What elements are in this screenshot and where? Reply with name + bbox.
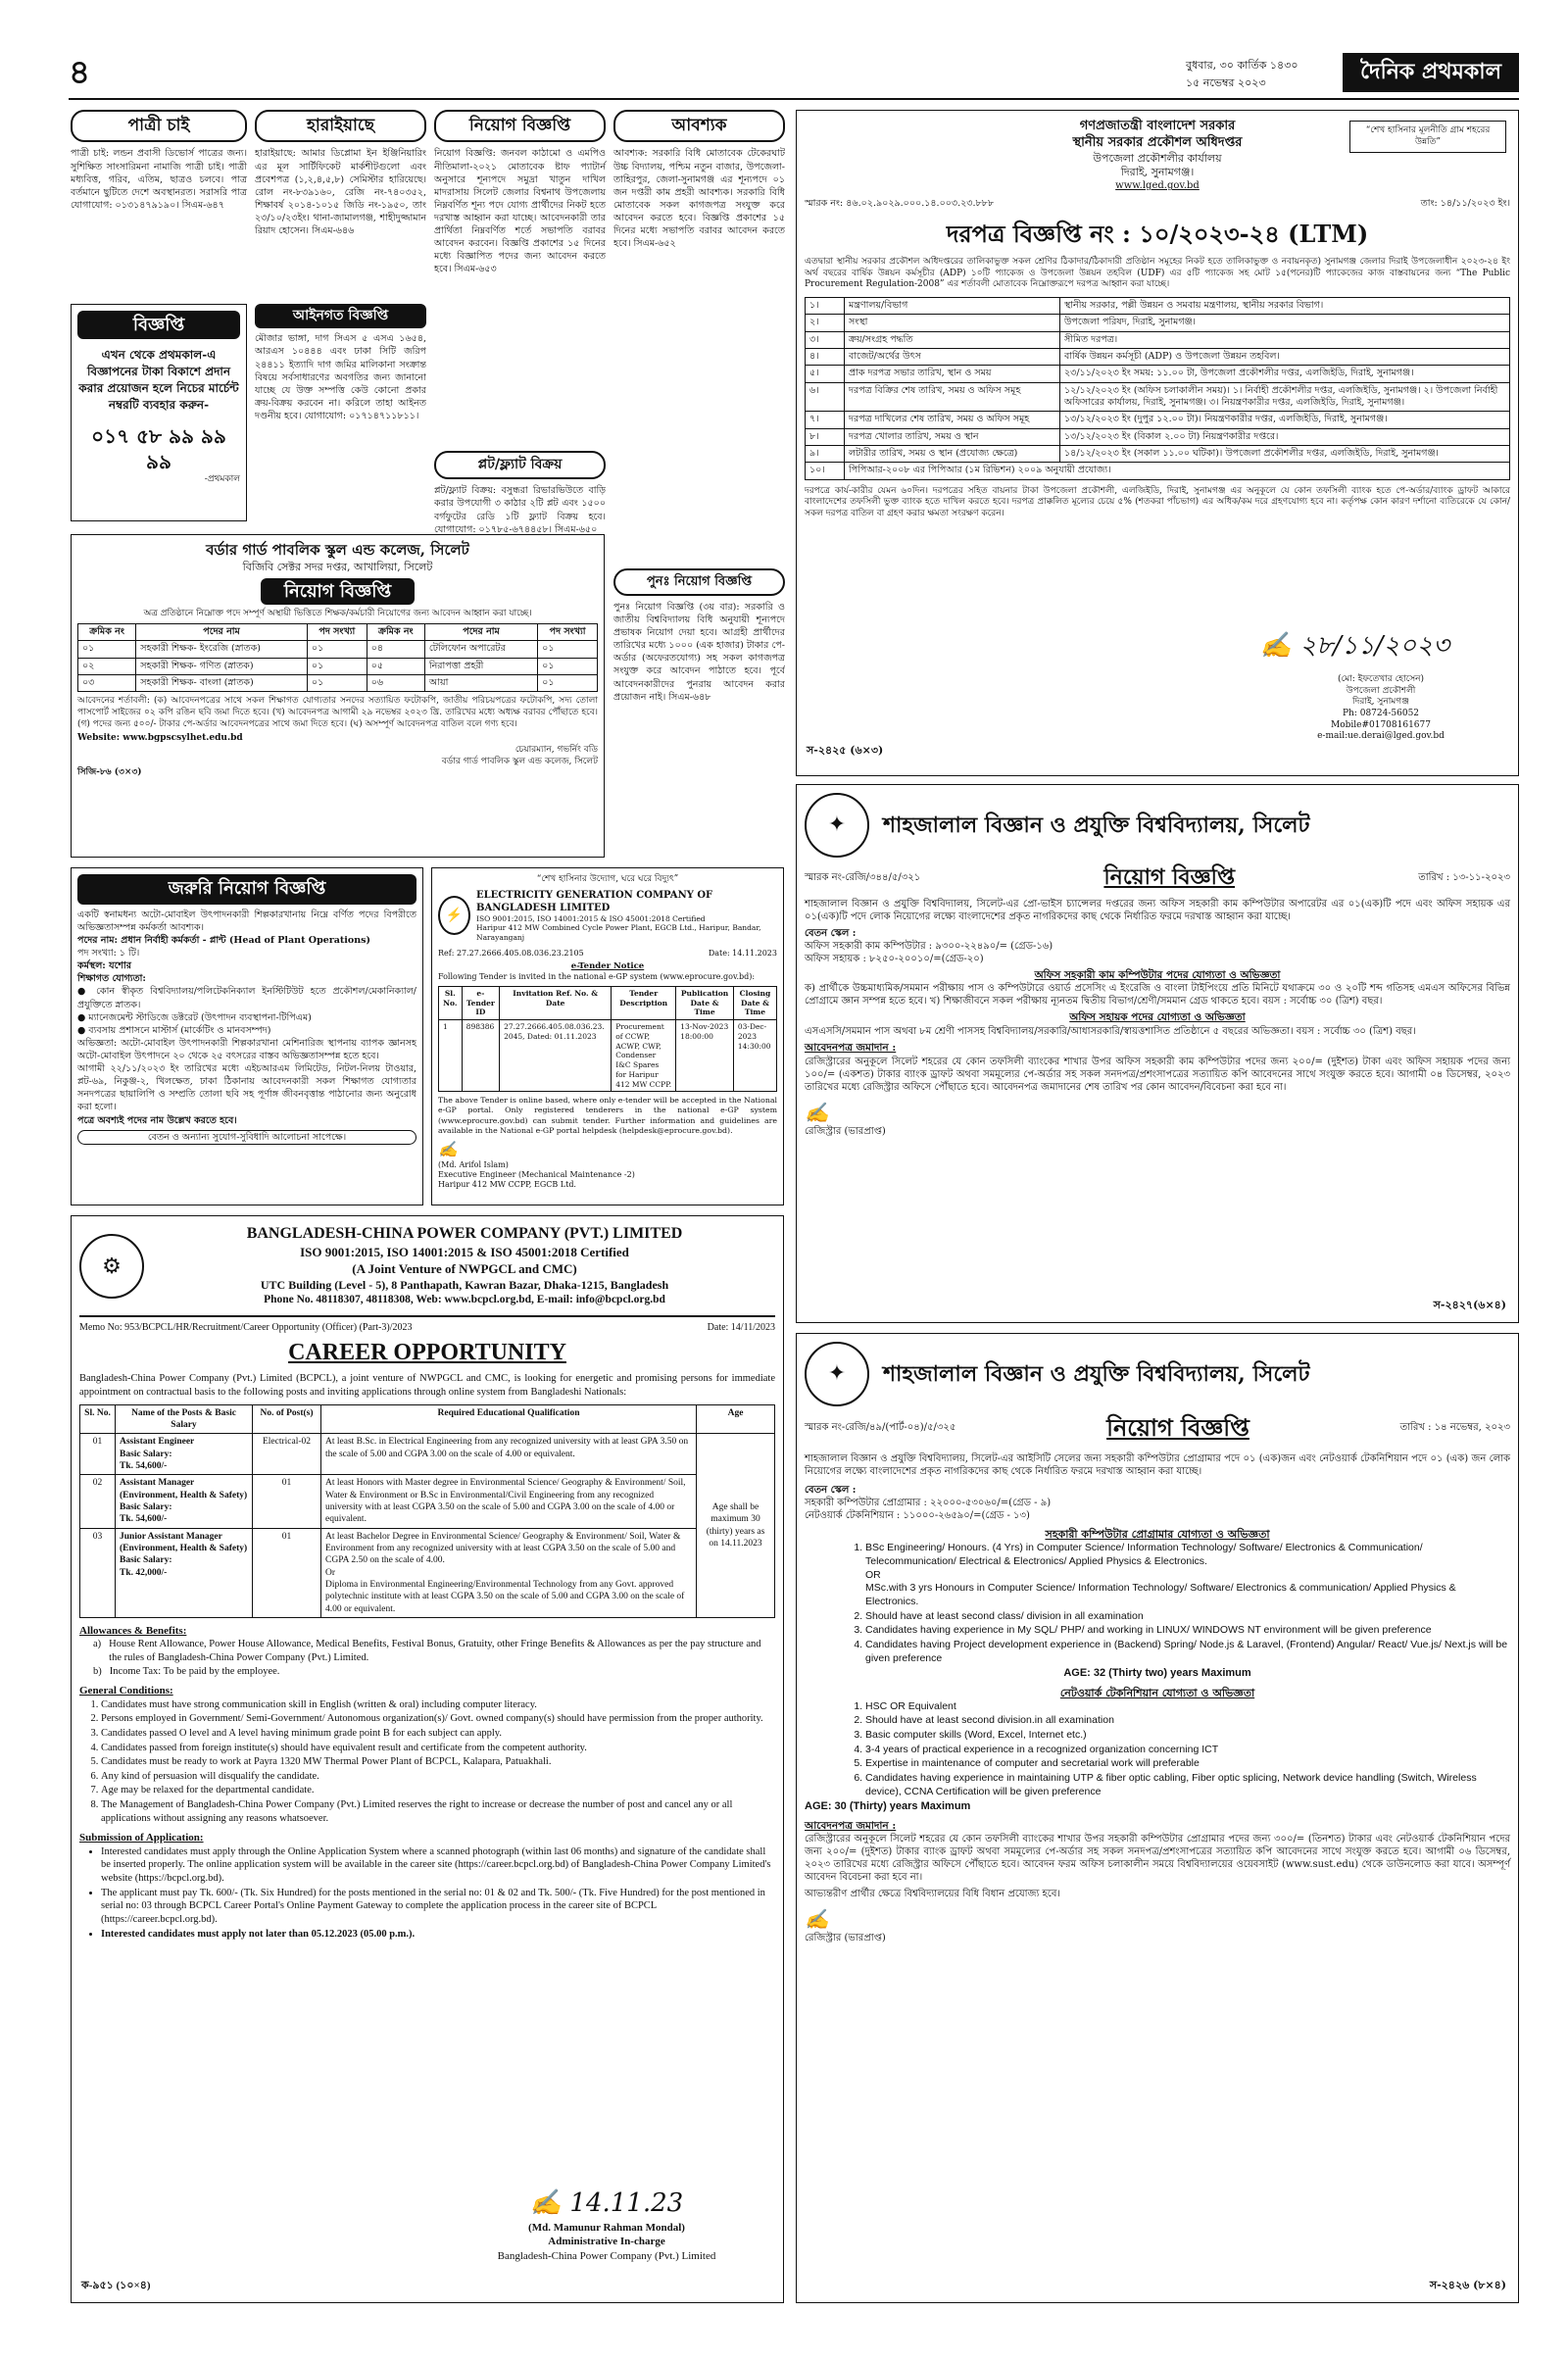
signature-image: ✍ ২৮/১১/২০২৩ <box>1259 631 1449 661</box>
school-website: Website: www.bgpscsylhet.edu.bd <box>77 733 243 744</box>
cell: ৯। <box>806 446 845 463</box>
cell: 01 <box>253 1475 321 1528</box>
university-name: শাহজালাল বিজ্ঞান ও প্রযুক্তি বিশ্ববিদ্যালয়, সিলেট <box>883 812 1310 838</box>
company-contact: Phone No. 48118307, 48118308, Web: www.bcpcl.org.bd, E-mail: info@bcpcl.org.bd <box>264 1294 665 1306</box>
ad-title: জরুরি নিয়োগ বিজ্ঞপ্তি <box>77 874 416 905</box>
sig-phone: Ph: 08724-56052 <box>1342 709 1420 719</box>
ad-body: নিয়োগ বিজ্ঞপ্তি: জনবল কাঠামো ও এমপিও নীতিমালা-২০২১ মোতাবেক ষ্টাফ প্যাটার্ন অনুসারে শূন্যপদে সমুদ্রা খাতুন দাখিল মাদরাসায় সিলেট জেলার বিশ্বনাথ উপজেলায় নিম্নবর্ণিত শূন্য পদে যোগ্য প্রার্থীদের নিকট হতে দরখাস্ত আহ্বান করা যাচ্ছে। আবেদনকারী তার প্রার্থিতা নিম্নবর্ণিত শর্তে সভাপতি বরাবর আবেদন করবেন। বিজ্ঞপ্তি প্রকাশের ১৫ দিনের মধ্যে বিজ্ঞাপিত পদের জন্য আবেদন করতে হবে। সিএম-৬৫৩ <box>434 148 606 275</box>
signatory: রেজিস্ট্রার (ভারপ্রাপ্ত) <box>805 1933 886 1944</box>
signatory-block <box>1283 674 1479 743</box>
ad-aboshyok <box>613 110 785 541</box>
sig-place: দিরাই, সুনামগঞ্জ <box>1352 697 1409 708</box>
company-jv: (A Joint Venture of NWPGCL and CMC) <box>352 1260 577 1276</box>
cell: বাজেট/অর্থের উৎস <box>845 349 1060 366</box>
table-row <box>806 463 1510 479</box>
signature-image: ✍ <box>805 1907 829 1932</box>
tender-table <box>805 297 1510 480</box>
cell: Procurement of CCWP, ACWP, CWP, Condenser I&C Spares for Haripur 412 MW CCPP. <box>612 1020 676 1092</box>
col-header: ক্রমিক নং <box>78 623 136 640</box>
cell: সীমিত দরপত্র। <box>1060 331 1510 348</box>
tender-table <box>438 986 777 1093</box>
list-item: 4. Candidates having Project development experience in (Backend) Spring/ Node.js & Laravel, (Frontend) Angular/ React/ Vue.js/ Next.js will be given preference <box>865 1639 1510 1665</box>
age-limit: AGE: 30 (Thirty) years Maximum <box>805 1800 971 1813</box>
cell: উপজেলা পরিষদ, দিরাই, সুনামগঞ্জ। <box>1060 315 1510 331</box>
ad-ref: ক-৯৫১ (১০×৪) <box>81 2279 151 2291</box>
cell: ৬। <box>806 382 845 412</box>
sust-logo-icon: ✦ <box>805 793 869 858</box>
section-heading: অফিস সহকারী কাম কম্পিউটার পদের যোগ্যতা ও অভিজ্ঞতা <box>1034 968 1281 981</box>
cell: বার্ষিক উন্নয়ন কর্মসূচী (ADP) ও উপজেলা উন্নয়ন তহবিল। <box>1060 349 1510 366</box>
table-row <box>806 428 1510 445</box>
notice-subtitle: Following Tender is invited in the national e-GP system (www.eprocure.gov.bd): <box>438 972 756 982</box>
egcb-logo-icon: ⚡ <box>438 896 470 935</box>
slogan: “শেখ হাসিনার উদ্যোগ, ঘরে ঘরে বিদ্যুৎ” <box>536 874 679 884</box>
col-header: ক্রমিক নং <box>367 623 424 640</box>
programmer-qual-list <box>844 1542 1510 1665</box>
general-conditions-list <box>79 1698 775 1826</box>
memo-date: Date: 14/11/2023 <box>707 1322 775 1334</box>
ad-ref: সিজি-৮৬ (৩×৩) <box>77 767 142 778</box>
ad-title: হারাইয়াছে <box>255 110 426 142</box>
cell: ২৩/১১/২০২৩ ইং সময়: ১১.০০ টা, উপজেলা প্রকৌশলীর দপ্তর, এলজিইডি, দিরাই, সুনামগঞ্জ। <box>1060 366 1510 382</box>
cell: 03 <box>80 1528 116 1617</box>
table-row <box>80 1475 775 1528</box>
ad-intro: শাহজালাল বিজ্ঞান ও প্রযুক্তি বিশ্ববিদ্যালয়, সিলেট-এর প্রো-ভাইস চ্যান্সেলর দপ্তরের জন্য অফিস সহকারী কাম কম্পিউটার অপারেটর এর ০১(এক)টি পদে এবং অফিস সহায়ক এর ০১(এক)টি পদে লোক নিয়োগের লক্ষ্যে বাংলাদেশের প্রকৃত নাগরিকদের কাছ থেকে নির্ধারিত ফরমে দরখাস্ত আহ্বান করা যাচ্ছে। <box>805 898 1510 922</box>
date-line-2: ১৫ নভেম্বর ২০২৩ <box>1186 76 1266 89</box>
ad-sust-niyog-2 <box>796 1333 1519 2303</box>
merchant-number: ০১৭ ৫৮ ৯৯ ৯৯ ৯৯ <box>91 423 226 473</box>
company-address: Haripur 412 MW Combined Cycle Power Plant, EGCB Ltd., Haripur, Bandar, Narayanganj <box>476 923 761 943</box>
cell: Assistant Manager (Environment, Health & Safety) Basic Salary: Tk. 54,600/- <box>116 1475 253 1528</box>
cell: 01 <box>253 1528 321 1617</box>
cell: 13-Nov-2023 18:00:00 <box>676 1020 734 1092</box>
notice-title: e-Tender Notice <box>570 961 645 972</box>
cell: ২। <box>806 315 845 331</box>
signatory: রেজিস্ট্রার (ভারপ্রাপ্ত) <box>805 1125 886 1137</box>
bcpcl-logo-icon: ⚙ <box>79 1234 144 1299</box>
cell: ১৩/১২/২০২৩ ইং (দুপুর ১২.০০ টা)। নিয়ন্ত্রণকারীর দপ্তর, এলজিইডি, দিরাই, সুনামগঞ্জ। <box>1060 412 1510 428</box>
table-row <box>78 641 598 658</box>
ad-body: পাত্রী চাই: লন্ডন প্রবাসী ডিভোর্স পাত্রের জন্য। সুশিক্ষিত সাংসারিমনা নামাজি পাত্রী চাই। পাত্রী মধ্যবিত্ত, গরিব, এতিম, ছাত্রও চলবে। পাত্র বর্তমানে ছুটিতে দেশে অবস্থানরত। সরাসরি পাত্র যোগাযোগ: ০১৩১৪৭৯১৯০। সিএম-৬৪৭ <box>71 148 247 211</box>
cell: ১। <box>806 297 845 314</box>
career-intro: Bangladesh-China Power Company (Pvt.) Limited (BCPCL), a joint venture of NWPGCL and CMC, is looking for energetic and promising persons for immediate appointment on contractual basis to the following posts and inviting applications through online system from Bangladeshi Nationals: <box>79 1373 775 1398</box>
ad-body: প্লট/ফ্ল্যাট বিক্রয়: বসুন্ধরা রিভারভিউতে বাড়ি করার উপযোগী ৩ কাঠার ২টি প্লট এবং ১৫০০ বর্গফুটের রেডি ১টি ফ্ল্যাট বিক্রয় হবে। যোগাযোগ: ০১৭৮৫-৬৭৪৪৫৮। সিএম-৬৫০ <box>434 485 606 535</box>
cell: ০১ <box>307 658 367 674</box>
ad-title: নিয়োগ বিজ্ঞপ্তি <box>434 110 606 142</box>
col-header: Age <box>697 1404 775 1434</box>
col-header: Tender Description <box>612 986 676 1019</box>
sig-email: e-mail:ue.derai@lged.gov.bd <box>1317 731 1445 742</box>
section-heading: নেটওয়ার্ক টেকনিশিয়ান যোগ্যতা ও অভিজ্ঞতা <box>1059 1686 1255 1699</box>
cell: ১৪/১২/২০২৩ ইং (সকাল ১১.০০ ঘটিকা)। উপজেলা প্রকৌশলীর দপ্তর, এলজিইডি, দিরাই, সুনামগঞ্জ। <box>1060 446 1510 463</box>
signature-image: ✍ 14.11.23 <box>529 2189 684 2219</box>
cell: ০৪ <box>367 641 424 658</box>
tender-footer: দরপত্রে কার্য-কারীর যেমন ৬০দিন। দরপত্রের সহিত বায়নার টাকা উপজেলা প্রকৌশলী, এলজিইডি, দিরাই, সুনামগঞ্জ এর অনুকূলে যে কোন তফসিলী ব্যাংক হতে পে-অর্ডার/ব্যাংক ড্রাফট আকারে বাংলাদেশের তফসিলী ভুক্ত ব্যাংক হতে দাখিল করতে হবে। দরপত্র প্রাক্কলিত মূল্যের চেয়ে ৫% (শতকরা পাঁচভাগ) এর অধিক/কম দরে গ্রহণযোগ্য হবে না। কর্তৃপক্ষ কোন কারণ দর্শানো ব্যতিরেকে যে কোন/সকল দরপত্র বাতিল বা গ্রহণ করার ক্ষমতা সংরক্ষণ করেন। <box>805 485 1510 519</box>
cell: স্থানীয় সরকার, পল্লী উন্নয়ন ও সমবায় মন্ত্রণালয়, স্থানীয় সরকার বিভাগ। <box>1060 297 1510 314</box>
ad-body: আবশ্যক: সরকারি বিধি মোতাবেক টেকেরঘাট উচ্চ বিদ্যালয়, পশ্চিম নতুন বাজার, উপজেলা-তাহিরপুর, জেলা-সুনামগঞ্জ এর শূন্যপদে ০১ জন দপ্তরী কাম প্রহরী আবশ্যক। সরকারি বিধি মোতাবেক সকল কাগজপত্র সংযুক্ত করে আবেদন করতে হবে। বিজ্ঞপ্তি প্রকাশের ১৫ দিনের মধ্যে সভাপতি বরাবর আবেদন করতে হবে। সিএম-৬৫২ <box>613 148 785 250</box>
cell: ৫। <box>806 366 845 382</box>
ad-intro: অত্র প্রতিষ্ঠানে নিম্নোক্ত পদে সম্পূর্ণ অস্থায়ী ভিত্তিতে শিক্ষক/কর্মচারী নিয়োগের জন্য আবেদন আহ্বান করা যাচ্ছে। <box>143 609 532 619</box>
list-item: 1. HSC OR Equivalent <box>865 1700 1510 1714</box>
company-name: BANGLADESH-CHINA POWER COMPANY (PVT.) LIMITED <box>246 1225 683 1242</box>
cell: দরপত্র খোলার তারিখ, সময় ও স্থান <box>845 428 1060 445</box>
salary-note: বেতন ও অন্যান্য সুযোগ-সুবিধাদি আলোচনা সাপেক্ষে। <box>77 1130 416 1145</box>
allowance-item: House Rent Allowance, Power House Allowance, Medical Benefits, Festival Bonus, Gratuity, other Fringe Benefits & Allowances as per the pay structure and the rules of Bangladesh-China Power Company (Pvt.) Limited. <box>109 1639 761 1664</box>
memo-number: স্মারক নং-রেজি/৩৪৪/৫/৩২১ <box>805 871 921 883</box>
university-name: শাহজালাল বিজ্ঞান ও প্রযুক্তি বিশ্ববিদ্যালয়, সিলেট <box>883 1360 1310 1387</box>
notice-title: বিজ্ঞপ্তি <box>77 311 240 339</box>
table-row <box>439 1020 777 1092</box>
sig-name: (Md. Mamunur Rahman Mondal) <box>528 2222 685 2235</box>
cell: দরপত্র বিক্রির শেষ তারিখ, সময় ও অফিস সমূহ <box>845 382 1060 412</box>
list-item: • Interested candidates must apply through the Online Application System where a scanned photograph (within last 06 months) and signature of the candidate shall be inserted properly. The online application system will be available in the career site (https://career.bcpcl.org.bd) of Bangladesh-China Power Company Limited's website (https://bcpcl.org.bd). <box>101 1845 775 1886</box>
cell: সহকারী শিক্ষক- বাংলা (স্নাতক) <box>136 674 308 691</box>
list-item: 2. Persons employed in Government/ Semi-Government/ Autonomous organization(s)/ Govt. owned company(s) should have permission from the proper authority. <box>101 1712 775 1726</box>
technician-qual-list <box>844 1700 1510 1798</box>
sust-logo-icon: ✦ <box>805 1342 869 1406</box>
ad-hariyeche <box>255 110 426 296</box>
col-header: Sl. No. <box>80 1404 116 1434</box>
list-item: 5. Candidates must be ready to work at Payra 1320 MW Thermal Power Plant of BCPCL, Kalapara, Patuakhali. <box>101 1755 775 1769</box>
company-name: ELECTRICITY GENERATION COMPANY OF BANGLADESH LIMITED <box>476 889 713 913</box>
list-item: • The applicant must pay Tk. 600/- (Tk. Six Hundred) for the posts mentioned in the serial no: 01 & 02 and Tk. 500/- (Tk. Five Hundred) for the post mentioned in serial no: 03 through BCPCL Career Portal's Online Payment Gateway to complete the application process in the career site of BCPCL (https://career.bcpcl.org.bd). <box>101 1887 775 1927</box>
cell: ১২/১২/২০২৩ ইং (অফিস চলাকালীন সময়)। ১। নির্বাহী প্রকৌশলীর দপ্তর, এলজিইডি, সুনামগঞ্জ। ২। উপজেলা নির্বাহী অফিসারের কার্যালয়, দিরাই, সুনামগঞ্জ। ৩। নিয়ন্ত্রণকারীর দপ্তর, এলজিইডি, দিরাই, সুনামগঞ্জ। <box>1060 382 1510 412</box>
list-item: 4. Candidates passed from foreign institute(s) should have equivalent result and certificate from the competent authority. <box>101 1742 775 1755</box>
org-line: দিরাই, সুনামগঞ্জ। <box>1120 166 1195 179</box>
sig-title: Administrative In-charge <box>548 2236 665 2248</box>
cell: ০৬ <box>367 674 424 691</box>
cell: 02 <box>80 1475 116 1528</box>
col-header: পদ সংখ্যা <box>538 623 598 640</box>
age-limit: AGE: 32 (Thirty two) years Maximum <box>1063 1667 1251 1680</box>
work-place: কর্মস্থল: যশোর <box>77 960 131 972</box>
section-heading: General Conditions: <box>79 1685 173 1697</box>
org-line: স্থানীয় সরকার প্রকৌশল অধিদপ্তর <box>1072 134 1243 150</box>
ad-body: মৌজার ভাঙ্গা, দাগ সিএস ৫ এসএ ১৬৫৪, আরএস ১০৪৪৪ এবং ঢাকা সিটি জরিপ ২৪৪১১ ইত্যাদি দাগ জমির মালিকানা সংক্রান্ত বিষয়ে সর্বসাধারণের অবগতির জন্য জানানো যাচ্ছে যে উক্ত সম্পত্তি কেউ কোনো প্রকার ক্রয়-বিক্রয় করবেন না। করিলে তাহা আইনত দণ্ডনীয় হবে। যোগাযোগ: ০১৭১৪৭১১৮১১। <box>255 333 426 421</box>
cell: ১০। <box>806 463 845 479</box>
col-header: Closing Date & Time <box>733 986 776 1019</box>
notice-sign: -প্রথমকাল <box>204 473 240 484</box>
cell: পিপিআর-২০০৮ এর পিপিআর (১ম রিভিশন) ২০০৯ অনুযায়ী প্রযোজ্য। <box>845 463 1510 479</box>
cell: ৭। <box>806 412 845 428</box>
col-header: পদের নাম <box>136 623 308 640</box>
ad-title: নিয়োগ বিজ্ঞপ্তি <box>1103 864 1236 890</box>
ad-ref: স-২৪২৬ (৮×৪) <box>1429 2278 1506 2291</box>
school-name: বর্ডার গার্ড পাবলিক স্কুল এন্ড কলেজ, সিলেট <box>206 541 469 559</box>
section-body: রেজিস্ট্রারের অনুকূলে সিলেট শহরের যে কোন তফসিলী ব্যাংকের শাখার উপর অফিস সহকারী কাম কম্পিউটার পদের জন্য ২০০/= (দুইশত) টাকা এবং অফিস সহায়ক পদের জন্য ১০০/= (একশত) টাকার ব্যাংক ড্রাফট অথবা সমমূল্যের পে-অর্ডার সহ সকল সনদপত্র/প্রশংসাপত্রের সত্যায়িত কপি আবেদনের সাথে সংযুক্ত করতে হবে। আগামী ০৪ ডিসেম্বর, ২০২৩ তারিখের মধ্যে রেজিস্ট্রার অফিসে পৌঁছাতে হবে। আবেদনপত্র জমাদানের শেষ তারিখ পর কোন আবেদন/বিবেচনা করা হবে না। <box>805 1056 1510 1093</box>
list-item: 7. Age may be relaxed for the departmental candidate. <box>101 1784 775 1797</box>
ad-title: আবশ্যক <box>613 110 785 142</box>
company-iso: ISO 9001:2015, ISO 14001:2015 & ISO 45001:2018 Certified <box>476 913 706 923</box>
cell: 27.27.2666.405.08.036.23. 2045, Dated: 01.11.2023 <box>500 1020 612 1092</box>
memo-number: Memo No: 953/BCPCL/HR/Recruitment/Career Opportunity (Officer) (Part-3)/2023 <box>79 1322 413 1334</box>
cell: সহকারী শিক্ষক- ইংরেজি (স্নাতক) <box>136 641 308 658</box>
cell: আয়া <box>424 674 537 691</box>
cell: ১৩/১২/২০২৩ ইং (বিকাল ২.০০ টা) নিয়ন্ত্রণকারীর দপ্তরে। <box>1060 428 1510 445</box>
company-address: UTC Building (Level - 5), 8 Panthapath, Kawran Bazar, Dhaka-1215, Bangladesh <box>260 1277 669 1292</box>
table-row <box>80 1434 775 1475</box>
cell: ০১ <box>538 658 598 674</box>
memo-number: স্মারক নং-রেজি/৪৯/(পার্ট-০৪)/৫/৩২৫ <box>805 1422 956 1434</box>
apply-note: পত্রে অবশ্যই পদের নাম উল্লেখ করতে হবে। <box>77 1114 237 1126</box>
posts-table <box>79 1404 775 1619</box>
cell: 03-Dec-2023 14:30:00 <box>733 1020 776 1092</box>
col-header: Sl. No. <box>439 986 463 1019</box>
qual-item: ● কোন স্বীকৃত বিশ্ববিদ্যালয়/পলিটেকনিক্যাল ইনস্টিটিউট হতে প্রকৌশল/মেকানিক্যাল/প্রযুক্তিতে স্নাতক। <box>77 986 416 1010</box>
cell: At least Bachelor Degree in Environmental Science/ Geography & Environment/ Soil, Water & Environment from any recognized university with at least CGPA 3.50 on the scale of 5.00 and CGPA 2.50 on the scale of 4.00. Or Diploma in Environmental Engineering/Environmental Technology from any Govt. approved polytechnic institute with at least CGPA 3.50 on the scale of 5.00 and CGPA 3.00 on the scale of 4.00 or equivalent. <box>321 1528 697 1617</box>
sig-title: উপজেলা প্রকৌশলী <box>1346 685 1416 696</box>
ad-title: নিয়োগ বিজ্ঞপ্তি <box>1106 1413 1250 1442</box>
sig-place: Haripur 412 MW CCPP, EGCB Ltd. <box>438 1180 576 1190</box>
list-item: 2. Should have at least second division.in all examination <box>865 1714 1510 1728</box>
table-row <box>78 658 598 674</box>
sig-name: (মো: ইফতেখার হোসেন) <box>1337 674 1425 684</box>
list-item: 3. Candidates having experience in My SQL/ PHP/ and working in LINUX/ WINDOWS NT environment will be given preference <box>865 1624 1510 1638</box>
table-row <box>806 315 1510 331</box>
col-header: No. of Post(s) <box>253 1404 321 1434</box>
list-item: 6. Any kind of persuasion will disqualify the candidate. <box>101 1770 775 1784</box>
list-item: 6. Candidates having experience in maintaining UTP & fiber optic cabling, Fiber optic splicing, Network device handling (Switch, Wireless device), CCNA Certification will be given preference <box>865 1772 1510 1798</box>
cell: টেলিফোন অপারেটর <box>424 641 537 658</box>
cell: 898386 <box>462 1020 499 1092</box>
ad-body: হারাইয়াছে: আমার ডিপ্লোমা ইন ইঞ্জিনিয়ারিং এর মূল সার্টিফিকেট মার্কশীটগুলো এবং প্রবেশপত্র (১,২,৪,৫,৮) সেমিস্টার হারিয়েছে। রোল নং-৮৩৯১৬০, রেজি নং-৭৪০৩৫২, শিক্ষাবর্ষ ২০১৪-১০১৫ জিডি নং-১৯৫০, তাং ২৩/১০/২৩ইং। থানা-জামালগঞ্জ, শাহীদুজ্জামান রিয়াদ হোসেন। সিএম-৬৪৬ <box>255 148 426 237</box>
cell: ০৫ <box>367 658 424 674</box>
cell: 1 <box>439 1020 463 1092</box>
section-heading: সহকারী কম্পিউটার প্রোগ্রামার যোগ্যতা ও অভিজ্ঞতা <box>1045 1528 1270 1542</box>
signature-image: ✍ <box>438 1139 458 1158</box>
newspaper-logo: দৈনিক প্রথমকাল <box>1343 53 1519 92</box>
pay-line: সহকারী কম্পিউটার প্রোগ্রামার : ২২০০০-৫৩০৬০/=(গ্রেড - ৯) <box>805 1498 1052 1509</box>
ad-body: পুনঃ নিয়োগ বিজ্ঞপ্তি (৩য় বার): সরকারি ও জাতীয় বিশ্ববিদ্যালয় বিধি অনুযায়ী শূন্যপদে প্রভাষক নিয়োগ দেয়া হবে। আগ্রহী প্রার্থীদের তারিখের মধ্যে ১০০০ (এক হাজার) টাকার পে-অর্ডার (অফেরতযোগ্য) সহ সকল কাগজপত্র সংযুক্ত করে আবেদন পাঠাতে হবে। পূর্বে আবেদনকারীদের পুনরায় আবেদন করার প্রয়োজন নাই। সিএম-৬৪৮ <box>613 601 785 703</box>
cell: সহকারী শিক্ষক- গণিত (স্নাতক) <box>136 658 308 674</box>
col-header: Name of the Posts & Basic Salary <box>116 1404 253 1434</box>
cell: Assistant Engineer Basic Salary: Tk. 54,600/- <box>116 1434 253 1475</box>
col-header: পদের নাম <box>424 623 537 640</box>
career-title: CAREER OPPORTUNITY <box>288 1340 566 1366</box>
cell: ০১ <box>307 641 367 658</box>
ref-number: Ref: 27.27.2666.405.08.036.23.2105 <box>438 948 584 958</box>
signatory-org: বর্ডার গার্ড পাবলিক স্কুল এন্ড কলেজ, সিলেট <box>441 756 598 766</box>
cell: ৮। <box>806 428 845 445</box>
table-row <box>806 349 1510 366</box>
table-row <box>806 297 1510 314</box>
cell: ০১ <box>307 674 367 691</box>
list-item: 3. Basic computer skills (Word, Excel, Internet etc.) <box>865 1729 1510 1743</box>
sig-title: Executive Engineer (Mechanical Maintenance -2) <box>438 1169 635 1179</box>
table-row <box>80 1528 775 1617</box>
cell: প্রাক দরপত্র সভার তারিখ, স্থান ও সময় <box>845 366 1060 382</box>
ad-punor-niyog <box>613 568 785 858</box>
apply-text: আগামী ২২/১১/২০২৩ ইং তারিখের মধ্যে এইচআরএম লিমিটেড, নিটল-নিলয় টাওয়ার, প্লট-৬৯, নিকুঞ্জ-২, খিলক্ষেত, ঢাকা ঠিকানায় আবেদনকারী সকল শিক্ষাগত যোগ্যতার সনদপত্রের ছায়ালিপি ও সম্প্রতি তোলা ছবি সহ পূর্ণাঙ্গ জীবনবৃত্তান্ত পাঠানোর জন্য অনুরোধ করা হলো। <box>77 1063 416 1113</box>
ad-ref: স-২৪২৭(৬×৪) <box>1433 1298 1506 1311</box>
memo-date: তারিখ : ১৪ নভেম্বর, ২০২৩ <box>1399 1422 1510 1434</box>
notice-body: The above Tender is online based, where only e-tender will be accepted in the National e-GP portal. Only registered tenderers in the national e-GP system (www.eprocure.gov.bd) can submit tender. Further information and guidelines are available in the National e-GP portal helpdesk (helpdesk@eprocure.gov.bd). <box>438 1096 777 1135</box>
col-header: e-Tender ID <box>462 986 499 1019</box>
ad-jorori-niyog <box>71 867 423 1205</box>
cell: নিরাপত্তা প্রহরী <box>424 658 537 674</box>
ad-ref: স-২৪২৫ (৬×৩) <box>807 743 884 757</box>
page-number: ৪ <box>69 53 91 92</box>
cell: Junior Assistant Manager (Environment, Health & Safety) Basic Salary: Tk. 42,000/- <box>116 1528 253 1617</box>
org-website: www.lged.gov.bd <box>1115 180 1200 192</box>
ad-title: পুনঃ নিয়োগ বিজ্ঞপ্তি <box>613 568 785 596</box>
submission-list <box>79 1845 775 1941</box>
tender-title: দরপত্র বিজ্ঞপ্তি নং : ১০/২০২৩-২৪ (LTM) <box>946 219 1369 248</box>
ad-patri-chai <box>71 110 247 296</box>
post-table <box>77 623 598 692</box>
qual-item: ● ম্যানেজমেন্ট স্টাডিজে ডক্টরেট (উৎপাদন ব্যবস্থাপনা-টিপিএম) <box>77 1011 312 1023</box>
post-count: পদ সংখ্যা: ১ টি। <box>77 948 140 959</box>
ad-body: আবেদনের শর্তাবলী: (ক) আবেদনপত্রের সাথে সকল শিক্ষাগত যোগ্যতার সনদের সত্যায়িত ফটোকপি, জাতীয় পরিচয়পত্রের ফটোকপি, সদ্য তোলা পাসপোর্ট সাইজের ০২ কপি রঙিন ছবি জমা দিতে হবে। (খ) আবেদনপত্র আগামী ২৯ নভেম্বর ২০২৩ খ্রি. তারিখের মধ্যে অধ্যক্ষ বরাবর পৌঁছাতে হবে। (গ) পদের জন্য ৫০০/- টাকার পে-অর্ডার আবেদনপত্রের সাথে জমা দিতে হবে। (ঘ) অসম্পূর্ণ আবেদনপত্র বাতিল বলে গণ্য হবে। <box>77 696 598 729</box>
notice-text: এখন থেকে প্রথমকাল-এ বিজ্ঞাপনের টাকা বিকাশে প্রদান করার প্রয়োজন হলে নিচের মার্চেন্ট নম্বরটি ব্যবহার করুন- <box>78 348 239 412</box>
memo-date: তারিখ : ১৩-১১-২০২৩ <box>1418 871 1510 883</box>
cell: At least Honors with Master degree in Environmental Science/ Geography & Environment/ Soil, Water & Environment or B.Sc in Environmental/Civil Engineering from any recognized university with at least CGPA 3.50 on the scale of 5.00 and CGPA 3.00 on the scale of 4.00 or equivalent. <box>321 1475 697 1528</box>
org-line: গণপ্রজাতন্ত্রী বাংলাদেশ সরকার <box>1079 119 1236 133</box>
post-name: পদের নাম: প্রধান নির্বাহী কর্মকর্তা - প্লান্ট (Head of Plant Operations) <box>77 935 370 947</box>
ad-title: পাত্রী চাই <box>71 110 247 142</box>
ad-bgps <box>71 534 605 858</box>
table-row <box>806 382 1510 412</box>
signatory-block <box>460 2188 754 2263</box>
section-body: ক) প্রার্থীকে উচ্চমাধ্যমিক/সমমান পরীক্ষায় পাস ও কম্পিউটারে ওয়ার্ড প্রসেসিং এ ইংরেজি ও বাংলা টাইপিংয়ে প্রতি মিনিটে যথাক্রমে ৩০ ও ২০টি শব্দ গতিসহ এমএস অফিসের বিভিন্ন প্রোগ্রামে জ্ঞান সম্পন্ন হতে হবে। খ) শিক্ষাজীবনে সকল পরীক্ষায় ন্যূনতম দ্বিতীয় বিভাগ/শ্রেণী/সমমান গ্রেড থাকতে হবে। বয়স : সর্বোচ্চ ৩০ (ত্রিশ) বছর। <box>805 983 1510 1008</box>
table-row <box>806 412 1510 428</box>
ad-bkash-notice <box>71 304 247 521</box>
ad-sust-niyog-1 <box>796 784 1519 1323</box>
allowance-item: Income Tax: To be paid by the employee. <box>109 1665 280 1677</box>
company-iso: ISO 9001:2015, ISO 14001:2015 & ISO 45001:2018 Certified <box>300 1244 629 1259</box>
pay-line: নেটওয়ার্ক টেকনিশিয়ান : ১১০০০-২৬৫৯০/=(গ্রেড - ১৩) <box>805 1510 1030 1522</box>
memo-date: তাং: ১৪/১১/২০২৩ ইং। <box>1420 198 1510 210</box>
table-row <box>806 331 1510 348</box>
ad-intro: একটি স্বনামধন্য অটো-মোবাইল উৎপাদনকারী শিল্পকারখানায় নিম্নে বর্ণিত পদের বিপরীতে অভিজ্ঞতাসম্পন্ন কর্মকর্তা আবশ্যক। <box>77 909 416 933</box>
cell: সংস্থা <box>845 315 1060 331</box>
org-line: উপজেলা প্রকৌশলীর কার্যালয় <box>1093 151 1222 165</box>
signature-image: ✍ <box>805 1100 829 1124</box>
ad-title: আইনগত বিজ্ঞপ্তি <box>255 304 426 328</box>
section-body: এসএসসি/সমমান পাস অথবা ৮ম শ্রেণী পাসসহ বিশ্ববিদ্যালয়/সরকারি/আধাসরকারি/স্বায়ত্তশাসিত প্রতিষ্ঠানে ৫ বছরের অভিজ্ঞতা। বয়স : সর্বোচ্চ ৩০ (ত্রিশ) বছর। <box>805 1025 1416 1037</box>
cell: ০১ <box>538 641 598 658</box>
cell: ০১ <box>78 641 136 658</box>
pay-line: অফিস সহায়ক : ৮২৫০-২০০১০/=(গ্রেড-২০) <box>805 953 984 964</box>
list-item: 8. The Management of Bangladesh-China Power Company (Pvt.) Limited reserves the right to increase or decrease the number of post and cancel any or all applications without assigning any reasons whatsoever. <box>101 1798 775 1825</box>
ref-date: Date: 14.11.2023 <box>708 948 777 958</box>
cell: 01 <box>80 1434 116 1475</box>
ad-egcb-tender <box>431 867 784 1205</box>
pay-heading: বেতন স্কেল : <box>805 927 857 939</box>
section-heading: Submission of Application: <box>79 1832 204 1845</box>
sig-name: (Md. Arifol Islam) <box>438 1159 509 1169</box>
list-item: 1. BSc Engineering/ Honours. (4 Yrs) in Computer Science/ Information Technology/ Software/ Electronics & Communication/ Telecommunication/ Electrical & Electronics/ Applied Physics & Electronics. OR MSc.with 3 yrs Honours in Computer Science/ Information Technology/ Software/ Electronics & communication/ Applied Physics & Electronics. <box>865 1542 1510 1608</box>
cell: লটারীর তারিখ, সময় ও স্থান (প্রযোজ্য ক্ষেত্রে) <box>845 446 1060 463</box>
col-header: পদ সংখ্যা <box>307 623 367 640</box>
sig-mobile: Mobile#01708161677 <box>1330 719 1431 730</box>
section-heading: Allowances & Benefits: <box>79 1625 187 1638</box>
cell: দরপত্র দাখিলের শেষ তারিখ, সময় ও অফিস সমূহ <box>845 412 1060 428</box>
section-heading: আবেদনপত্র জমাদান : <box>805 1819 897 1832</box>
date-line-1: বুধবার, ৩০ কার্তিক ১৪৩০ <box>1186 59 1298 72</box>
list-item: 1. Candidates must have strong communication skill in English (written & oral) including computer literacy. <box>101 1698 775 1712</box>
col-header: Publication Date & Time <box>676 986 734 1019</box>
pay-heading: বেতন স্কেল : <box>805 1485 857 1497</box>
ad-niyog <box>434 110 606 443</box>
age-cell: Age shall be maximum 30 (thirty) years as on 14.11.2023 <box>697 1434 775 1618</box>
section-body: রেজিস্ট্রারের অনুকূলে সিলেট শহরের যে কোন তফসিলী ব্যাংকের শাখার উপর সহকারী কম্পিউটার প্রোগ্রামার পদের জন্য ৩০০/= (তিনশত) টাকার এবং নেটওয়ার্ক টেকনিশিয়ান পদের জন্য ২০০/= (দুইশত) টাকার ব্যাংক ড্রাফট অথবা সমমূল্যের পে-অর্ডার সহ সকল সনদপত্র/প্রশংসাপত্রের সত্যায়িত কপি আবেদনের সাথে সংযুক্ত করতে হবে। আগামী ০৬ ডিসেম্বর, ২০২৩ তারিখের মধ্যে রেজিস্ট্রার অফিসে পৌঁছাতে হবে। আবেদন ফরম অফিস চলাকালীন সময়ে বিশ্ববিদ্যালয়ের ওয়েবসাইট (www.sust.edu) থেকে ডাউনলোড করা যাবে। অসম্পূর্ণ আবেদন বিবেচনা করা হবে না। <box>805 1834 1510 1884</box>
cell: Electrical-02 <box>253 1434 321 1475</box>
section-heading: আবেদনপত্র জমাদান : <box>805 1041 897 1054</box>
list-item: 4. 3-4 years of practical experience in a recognized organization concerning ICT <box>865 1744 1510 1757</box>
list-item: 3. Candidates passed O level and A level having minimum grade point B for each subject can apply. <box>101 1727 775 1741</box>
col-header: Invitation Ref. No. & Date <box>500 986 612 1019</box>
ad-intro: শাহজালাল বিজ্ঞান ও প্রযুক্তি বিশ্ববিদ্যালয়, সিলেট-এর আইসিটি সেলের জন্য সহকারী কম্পিউটার প্রোগ্রামার পদে ০১ (এক)জন এবং নেটওয়ার্ক টেকনিশিয়ান পদে ০১ (এক) জন লোক নিয়োগের লক্ষ্যে বাংলাদেশের প্রকৃত নাগরিকদের কাছ থেকে নির্ধারিত ফরমে দরখাস্ত আহ্বান করা যাচ্ছে। <box>805 1453 1510 1478</box>
memo-number: স্মারক নং: ৪৬.০২.৯০২৯.০০০.১৪.০০৩.২৩.৮৮৮ <box>805 198 994 210</box>
cell: মন্ত্রণালয়/বিভাগ <box>845 297 1060 314</box>
experience: অভিজ্ঞতা: অটো-মোবাইল উৎপাদনকারী শিল্পকারখানা মেশিনারিজ স্থাপনায় ব্যাপক জ্ঞানসহ অটো-মোবাইল উৎপাদনে ২০ থেকে ২৫ বৎসরের বাস্তব অভিজ্ঞতাসম্পন্ন হতে হবে। <box>77 1037 416 1062</box>
list-item: 5. Expertise in maintenance of computer and secretarial work will preferable <box>865 1757 1510 1771</box>
list-item: 2. Should have at least second class/ division in all examination <box>865 1610 1510 1624</box>
ad-title: নিয়োগ বিজ্ঞপ্তি <box>261 578 415 605</box>
cell: ০৩ <box>78 674 136 691</box>
list-item: • Interested candidates must apply not later than 05.12.2023 (05.00 p.m.). <box>101 1928 775 1942</box>
ad-title: প্লট/ফ্ল্যাট বিক্রয় <box>434 451 606 479</box>
pay-line: অফিস সহকারী কাম কম্পিউটার : ৯৩০০-২২৪৯০/= (গ্রেড-১৬) <box>805 940 1054 952</box>
cell: ক্রয়/সংগ্রহ পদ্ধতি <box>845 331 1060 348</box>
col-header: Required Educational Qualification <box>321 1404 697 1434</box>
table-row <box>78 674 598 691</box>
tender-intro: এতদ্বারা স্থানীয় সরকার প্রকৌশল অধিদপ্তরের তালিকাভুক্ত সকল শ্রেণির ঠিকাদার/ঠিকাদারী প্রতিষ্ঠান সমূহের নিকট হতে তালিকাভুক্ত ও নবায়নকৃত) সুনামগঞ্জ জেলার দিরাই উপজেলাধীন ২০২৩-২৪ ইং অর্থ বছরের বার্ষিক উন্নয়ন কর্মসূচীর (ADP) ১০টি প্যাকেজ ও উপজেলা উন্নয়ন তহবিল (UDF) এর ৫টি প্যাকেজ সহ মোট ১৫(পনের)টি প্যাকেজের কাজ বাস্তবায়নের জন্য “The Public Procurement Regulation-2008” এর শর্তাবলী মোতাবেক নিম্নোক্তরূপে দরপত্র আহ্বান করা যাচ্ছে। <box>805 256 1510 290</box>
ad-ainogoto <box>255 304 426 521</box>
section-heading: অফিস সহায়ক পদের যোগ্যতা ও অভিজ্ঞতা <box>1069 1011 1246 1024</box>
qual-item: ● ব্যবসায় প্রশাসনে মাস্টার্স (মার্কেটিং ও মানবসম্পদ) <box>77 1024 271 1036</box>
internal-note: আভ্যন্তরীণ প্রার্থীর ক্ষেত্রে বিশ্ববিদ্যালয়ের বিধি বিধান প্রযোজ্য হবে। <box>805 1889 1060 1900</box>
cell: ৩। <box>806 331 845 348</box>
qual-heading: শিক্ষাগত যোগ্যতা: <box>77 973 146 985</box>
ad-bcpcl-career: ⚙ BANGLADESH-CHINA POWER COMPANY (PVT.) LIMITED ISO 9001:2015, ISO 14001:2015 & ISO 45001:2018 Certified (A Joint Venture of NWPGCL and CMC) UTC Building (Level - 5), 8 Panthapath, Kawran Bazar, Dhaka-1215, Bangladesh Phone No. 48118307, 48118308, Web: www.bcpcl.org.bd, E-mail: info@bcpcl.org.bd Memo No: 953/BCPCL/HR/Recruitment/Career Opportunity (Officer) (Part-3)/2023 Date: 14/11/2023 CAREER OPPORTUNITY Bangladesh-China Power Company (Pvt.) Limited (BCPCL), a joint venture of NWPGCL and CMC, is looking for energetic and promising persons for immediate appointment on contractual basis to the following posts and inviting applications through online system from Bangladeshi Nationals: Sl. No. Name of the Posts & Basic Salary No. of Post(s) Required Educational Qualification Age 01 Assistant Engineer Basic Salary: Tk. 54,600/- Electrical-02 At least B.Sc. in Electrical Engineering from any recognized university with at least GPA 3.50 on the scale of 5.00 and CGPA 3.00 on the scale of 4.00 or equivalent. Age shall be maximum 30 (thirty) years as on 14.11.2023 02 Assistant Manager (Environment, Health & Safety) Basic Salary: Tk. 54,600/- 01 At least Honors with Master degree in Environmental Science/ Geography & Environment/ Soil, Water & Environment or B.Sc in Environmental/Civil Engineering from any recognized university with at least CGPA 3.50 on the scale of 5.00 and CGPA 3.00 on the scale of 4.00 or equivalent. 03 Junior Assistant Manager (Environment, Health & Safety) Basic Salary: Tk. 42,000/- 01 At least Bachelor Degree in Environmental Science/ Geography & Environment/ Soil, Water & Environment from any recognized university with at least CGPA 3.50 on the scale of 5.00 and CGPA 2.50 on the scale of 4.00. Or Diploma in Environmental Engineering/Environmental Technology from any Govt. approved polytechnic institute with at least CGPA 3.50 on the scale of 5.00 and CGPA 3.00 on the scale of 4.00 or equivalent. Allowances & Benefits: a) House Rent Allowance, Power House Allowance, Medical Benefits, Festival Bonus, Gratuity, other Fringe Benefits & Allowances as per the pay structure and the rules of Bangladesh-China Power Company (Pvt.) Limited. b) Income Tax: To be paid by the employee. General Conditions: 1. Candidates must have strong communication skill in English (written & oral) including computer literacy. 2. Persons employed in Government/ Semi-Government/ Autonomous organization(s)/ Govt. owned company(s) should have permission from the proper authority. 3. Candidates passed O level and A level having minimum grade point B for each subject can apply. 4. Candidates passed from foreign institute(s) should have equivalent result and certificate from the competent authority. 5. Candidates must be ready to work at Payra 1320 MW Thermal Power Plant of BCPCL, Kalapara, Patuakhali. 6. Any kind of persuasion will disqualify the candidate. 7. Age may be relaxed for the departmental candidate. 8. The Management of Bangladesh-China Power Company (Pvt.) Limited reserves the right to increase or decrease the number of post and cancel any or all applications without assigning any reasons whatsoever. Submission of Application: • Interested candidates must apply through the Online Application System where a scanned photograph (within last 06 months) and signature of the candidate shall be inserted properly. The online application system will be available in the career site (https://career.bcpcl.org.bd) of Bangladesh-China Power Company Limited's website (https://bcpcl.org.bd). • The applicant must pay Tk. 600/- (Tk. Six Hundred) for the posts mentioned in the serial no: 01 & 02 and Tk. 500/- (Tk. Five Hundred) for the post mentioned in serial no: 03 through BCPCL Career Portal's Online Payment Gateway to complete the application process in the career site of BCPCL (https://career.bcpcl.org.bd). • Interested candidates must apply not later than 05.12.2023 (05.00 p.m.). ✍ 14.11.23 (Md. Mamunur Rahman Mondal) Administrative In-charge Bangladesh-China Power Company (Pvt.) Limited ক-৯৫১ (১০×৪) <box>71 1215 784 2303</box>
slogan-box: “শেখ হাসিনার মূলনীতি গ্রাম শহরের উন্নতি” <box>1349 121 1506 153</box>
table-row <box>806 366 1510 382</box>
school-address: বিজিবি সেক্টর সদর দপ্তর, আখালিয়া, সিলেট <box>242 560 433 573</box>
signatory: চেয়ারম্যান, গভর্নিং বডি <box>514 745 598 755</box>
cell: At least B.Sc. in Electrical Engineering from any recognized university with at least GPA 3.50 on the scale of 5.00 and CGPA 3.00 on the scale of 4.00 or equivalent. <box>321 1434 697 1475</box>
ad-lged-tender <box>796 110 1519 776</box>
sig-org: Bangladesh-China Power Company (Pvt.) Limited <box>497 2249 716 2262</box>
cell: ০২ <box>78 658 136 674</box>
page-header <box>69 49 1519 100</box>
cell: ৪। <box>806 349 845 366</box>
table-row <box>806 446 1510 463</box>
cell: ০১ <box>538 674 598 691</box>
